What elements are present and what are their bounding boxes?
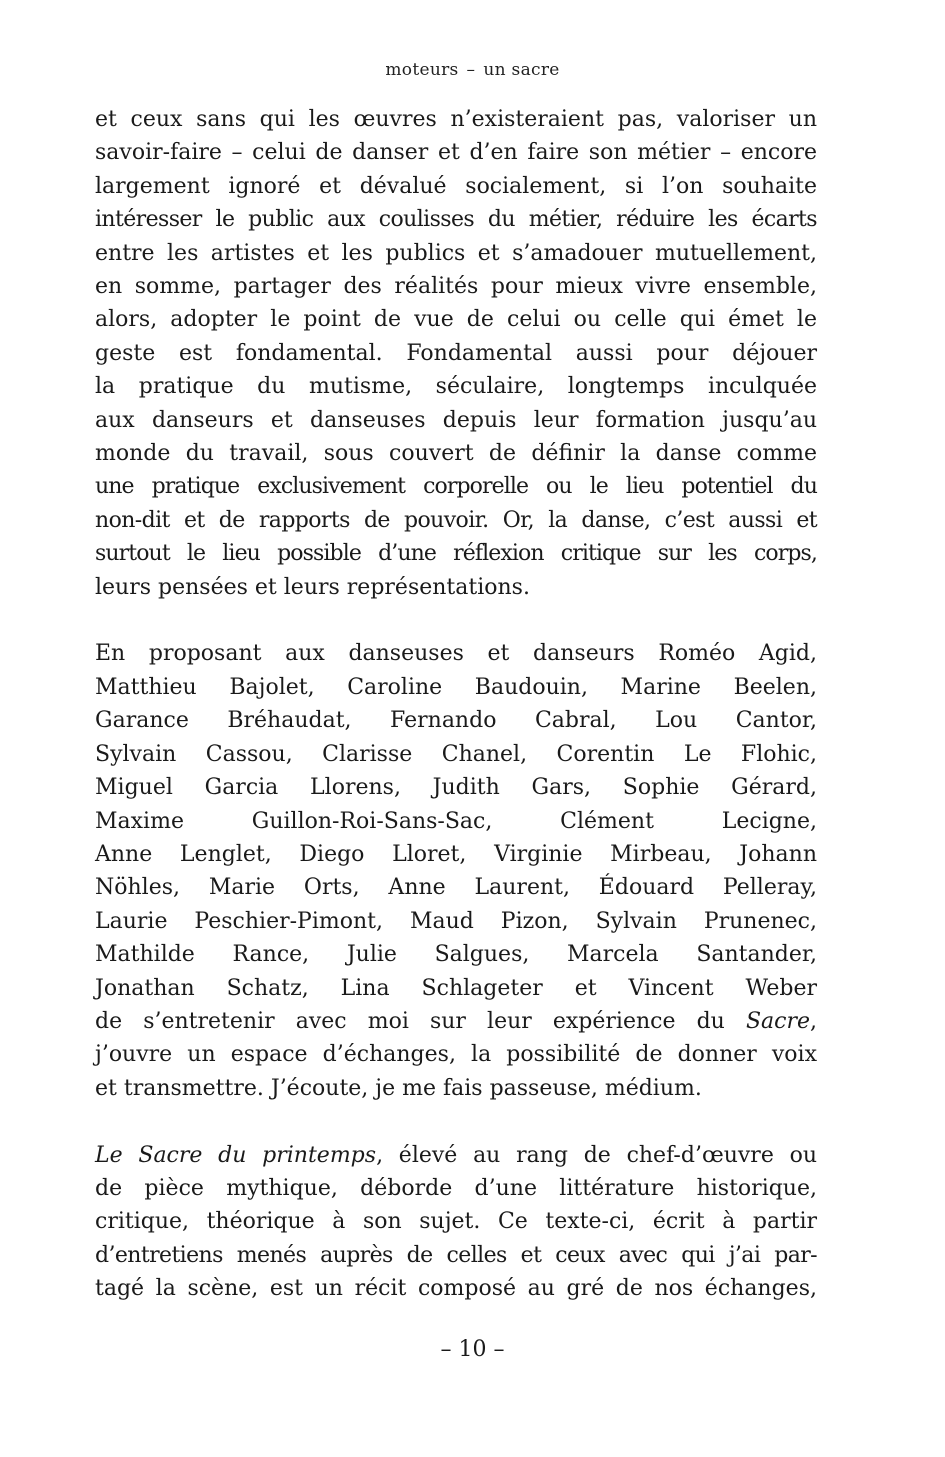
- page-number: – 10 –: [440, 1337, 505, 1362]
- text-line: leurs pensées et leurs représentations.: [95, 574, 530, 600]
- title-italic: Sacre: [745, 1008, 810, 1034]
- text-line: Garance Bréhaudat, Fernando Cabral, Lou Cantor,: [95, 708, 817, 734]
- text-line: alors, adopter le point de vue de celui ou celle qui émet le: [95, 307, 817, 333]
- text-segment: , élevé au rang de chef-d’œuvre ou: [376, 1142, 817, 1168]
- text-line: et transmettre. J’écoute, je me fais passeuse, médium.: [95, 1075, 702, 1101]
- text-line: Miguel Garcia Llorens, Judith Gars, Sophie Gérard,: [95, 775, 817, 801]
- running-head: [0, 60, 945, 80]
- text-line: la pratique du mutisme, séculaire, longtemps inculquée: [95, 374, 817, 400]
- text-line: Mathilde Rance, Julie Salgues, Marcela Santander,: [95, 942, 817, 968]
- paragraph-1: [95, 103, 817, 604]
- text-line: geste est fondamental. Fondamental aussi pour déjouer: [95, 340, 817, 366]
- text-line: entre les artistes et les publics et s’amadouer mutuellement,: [95, 240, 817, 266]
- text-line: en somme, partager des réalités pour mieux vivre ensemble,: [95, 274, 817, 300]
- running-head-title: un sacre: [483, 60, 560, 80]
- running-head-separator: –: [466, 60, 476, 80]
- text-line: surtout le lieu possible d’une réflexion critique sur les corps,: [95, 541, 817, 567]
- text-segment: ,: [810, 1008, 817, 1034]
- text-line: [95, 1005, 817, 1038]
- text-line: Anne Lenglet, Diego Lloret, Virginie Mirbeau, Johann: [95, 841, 817, 867]
- text-line: Laurie Peschier-Pimont, Maud Pizon, Sylvain Prunenec,: [95, 908, 817, 934]
- text-line: monde du travail, sous couvert de définir la danse comme: [95, 441, 817, 467]
- paragraph-3: [95, 1139, 817, 1306]
- text-line: de pièce mythique, déborde d’une littérature historique,: [95, 1175, 817, 1201]
- text-line: En proposant aux danseuses et danseurs Roméo Agid,: [95, 641, 817, 667]
- text-line: Nöhles, Marie Orts, Anne Laurent, Édouard Pelleray,: [95, 875, 817, 901]
- text-line: Matthieu Bajolet, Caroline Baudouin, Marine Beelen,: [95, 674, 817, 700]
- title-italic: Le Sacre du printemps: [95, 1142, 377, 1168]
- paragraph-2: [95, 637, 817, 1105]
- text-line: [95, 1139, 817, 1172]
- body-text: [95, 103, 817, 1339]
- text-line: d’entretiens menés auprès de celles et ceux avec qui j’ai par-: [95, 1242, 817, 1268]
- text-line: Maxime Guillon-Roi-Sans-Sac, Clément Lecigne,: [95, 808, 817, 834]
- text-line: intéresser le public aux coulisses du métier, réduire les écarts: [95, 207, 817, 233]
- text-segment: de s’entretenir avec moi sur leur expérience du: [95, 1008, 746, 1034]
- text-line: et ceux sans qui les œuvres n’existeraient pas, valoriser un: [95, 107, 817, 132]
- text-line: critique, théorique à son sujet. Ce texte-ci, écrit à partir: [95, 1209, 817, 1235]
- text-line: largement ignoré et dévalué socialement, si l’on souhaite: [95, 173, 817, 199]
- text-line: Sylvain Cassou, Clarisse Chanel, Corentin Le Flohic,: [95, 741, 817, 767]
- text-line: non-dit et de rapports de pouvoir. Or, la danse, c’est aussi et: [95, 507, 817, 533]
- running-head-section: moteurs: [385, 60, 459, 80]
- text-line: Jonathan Schatz, Lina Schlageter et Vincent Weber: [95, 975, 817, 1001]
- text-line: j’ouvre un espace d’échanges, la possibilité de donner voix: [95, 1042, 817, 1068]
- text-line: tagé la scène, est un récit composé au gré de nos échanges,: [95, 1276, 817, 1302]
- text-line: une pratique exclusivement corporelle ou le lieu potentiel du: [95, 474, 817, 500]
- text-line: aux danseurs et danseuses depuis leur formation jusqu’au: [95, 407, 817, 433]
- text-line: savoir-faire – celui de danser et d’en faire son métier – encore: [95, 140, 817, 166]
